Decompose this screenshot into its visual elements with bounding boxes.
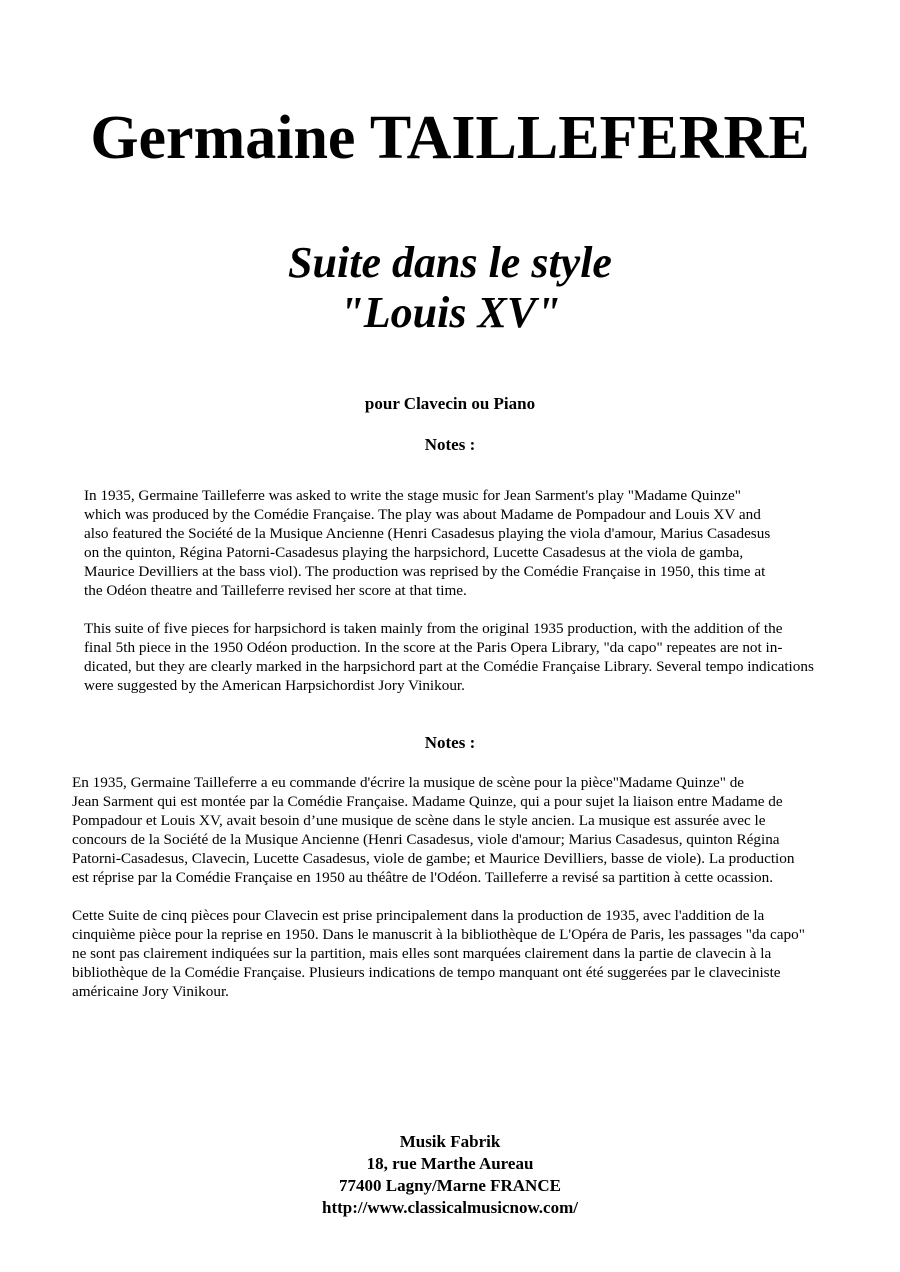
- publisher-street: 18, rue Marthe Aureau: [366, 1154, 534, 1173]
- english-notes-paragraph: [84, 486, 884, 600]
- text-line: This suite of five pieces for harpsichord is taken mainly from the original 1935 production, with the addition of the: [84, 620, 783, 637]
- french-notes-heading: Notes :: [424, 733, 476, 752]
- work-title-line: Suite dans le style: [288, 238, 612, 287]
- work-title: [0, 238, 900, 338]
- publisher-url: http://www.classicalmusicnow.com/: [322, 1198, 578, 1217]
- text-line: also featured the Société de la Musique Ancienne (Henri Casadesus playing the viola d'amour, Marius Casadesus: [84, 525, 771, 542]
- english-notes-paragraph: [84, 619, 884, 695]
- english-notes-text: [84, 486, 884, 714]
- text-line: were suggested by the American Harpsichordist Jory Vinikour.: [84, 677, 465, 694]
- publisher-name: Musik Fabrik: [399, 1132, 501, 1151]
- work-title-line: "Louis XV": [339, 288, 561, 337]
- text-line: est réprise par la Comédie Française en 1950 au théâtre de l'Odéon. Tailleferre a revisé sa partition à cette ocassion.: [72, 869, 773, 886]
- french-notes-text: [72, 773, 882, 1020]
- text-line: In 1935, Germaine Tailleferre was asked to write the stage music for Jean Sarment's play "Madame Quinze": [84, 487, 741, 504]
- french-notes-paragraph: [72, 773, 882, 887]
- publisher-address: [0, 1131, 900, 1219]
- english-notes-heading: Notes :: [424, 435, 476, 454]
- text-line: Jean Sarment qui est montée par la Comédie Française. Madame Quinze, qui a pour sujet la liaison entre Madame de: [72, 793, 783, 810]
- text-line: dicated, but they are clearly marked in the harpsichord part at the Comédie Française Library. Several tempo indications: [84, 658, 814, 675]
- text-line: final 5th piece in the 1950 Odéon production. In the score at the Paris Opera Library, "da capo" repeates are not in-: [84, 639, 783, 656]
- publisher-city: 77400 Lagny/Marne FRANCE: [339, 1176, 561, 1195]
- text-line: Pompadour et Louis XV, avait besoin d’une musique de scène dans le style ancien. La musique est assurée avec le: [72, 812, 766, 829]
- text-line: américaine Jory Vinikour.: [72, 983, 229, 1000]
- text-line: concours de la Société de la Musique Ancienne (Henri Casadesus, viole d'amour; Marius Casadesus, quinton Régina: [72, 831, 780, 848]
- text-line: the Odéon theatre and Tailleferre revised her score at that time.: [84, 582, 467, 599]
- text-line: which was produced by the Comédie Française. The play was about Madame de Pompadour and Louis XV and: [84, 506, 761, 523]
- text-line: bibliothèque de la Comédie Française. Plusieurs indications de tempo manquant ont été suggerées par le claveciniste: [72, 964, 781, 981]
- text-line: Maurice Devilliers at the bass viol). The production was reprised by the Comédie Française in 1950, this time at: [84, 563, 766, 580]
- text-line: on the quinton, Régina Patorni-Casadesus playing the harpsichord, Lucette Casadesus at the viola de gamba,: [84, 544, 744, 561]
- text-line: ne sont pas clairement indiquées sur la partition, mais elles sont marquées clairement dans la partie de clavecin à la: [72, 945, 772, 962]
- composer-name: Germaine TAILLEFERRE: [90, 104, 810, 172]
- text-line: Patorni-Casadesus, Clavecin, Lucette Casadesus, viole de gambe; et Maurice Devilliers, basse de viole). La production: [72, 850, 795, 867]
- french-notes-paragraph: [72, 906, 882, 1001]
- text-line: Cette Suite de cinq pièces pour Clavecin est prise principalement dans la production de 1935, avec l'addition de la: [72, 907, 765, 924]
- text-line: cinquième pièce pour la reprise en 1950. Dans le manuscrit à la bibliothèque de L'Opéra de Paris, les passages "da capo": [72, 926, 805, 943]
- text-line: En 1935, Germaine Tailleferre a eu commande d'écrire la musique de scène pour la pièce"Madame Quinze" de: [72, 774, 745, 791]
- instrumentation-subtitle: pour Clavecin ou Piano: [364, 394, 536, 413]
